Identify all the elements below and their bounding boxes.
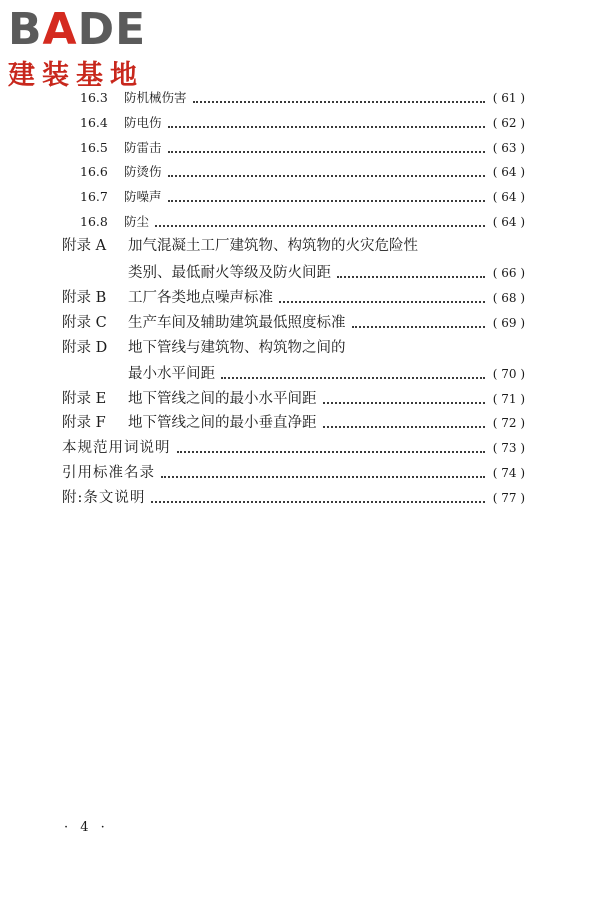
bade-logo: [8, 6, 178, 90]
toc-entry[interactable]: [80, 113, 525, 133]
toc-entry-cited-standards[interactable]: [62, 463, 525, 483]
page-number: ( 64 ): [492, 165, 525, 179]
toc-entry[interactable]: [80, 138, 525, 158]
toc-entry[interactable]: [80, 187, 525, 207]
toc-appendix-c[interactable]: [62, 313, 525, 333]
appendix-label: 附录 C: [62, 315, 107, 331]
section-number: 16.3: [80, 90, 108, 105]
appendix-title-continued: 最小水平间距: [128, 366, 215, 382]
leader-dots: [323, 426, 486, 428]
toc-entry-clause-explanation[interactable]: [62, 488, 525, 508]
leader-dots: [193, 101, 485, 103]
appendix-title: 地下管线与建筑物、构筑物之间的: [128, 340, 346, 356]
entry-title: 本规范用词说明: [62, 440, 171, 456]
page-number: ( 66 ): [492, 266, 525, 280]
toc-entry[interactable]: [80, 88, 525, 108]
appendix-label: 附录 E: [62, 391, 107, 407]
section-number: 16.6: [80, 164, 108, 179]
toc-entry-terms-explanation[interactable]: [62, 438, 525, 458]
leader-dots: [337, 276, 485, 278]
page-number: ( 73 ): [492, 441, 525, 455]
page-number: ( 62 ): [492, 116, 525, 130]
toc-entry[interactable]: [80, 212, 525, 232]
toc-appendix-e[interactable]: [62, 389, 525, 409]
leader-dots: [168, 126, 485, 128]
section-number: 16.7: [80, 189, 108, 204]
leader-dots: [221, 377, 485, 379]
appendix-label: 附录 D: [62, 340, 108, 356]
appendix-label: 附录 A: [62, 238, 107, 254]
page-number: ( 64 ): [492, 190, 525, 204]
section-title: 防电伤: [124, 115, 162, 130]
appendix-title: 工厂各类地点噪声标准: [128, 290, 273, 306]
section-title: 防烫伤: [124, 164, 162, 179]
leader-dots: [168, 200, 485, 202]
entry-title: 引用标准名录: [62, 465, 155, 481]
entry-title: 附:条文说明: [62, 490, 146, 506]
page-number: ( 77 ): [492, 491, 525, 505]
page-number: ( 61 ): [492, 91, 525, 105]
toc-appendix-d-continuation[interactable]: [128, 364, 525, 384]
page-folio: · 4 ·: [64, 820, 109, 835]
appendix-label: 附录 B: [62, 290, 107, 306]
section-number: 16.4: [80, 115, 108, 130]
leader-dots: [151, 501, 485, 503]
leader-dots: [323, 402, 486, 404]
leader-dots: [279, 301, 485, 303]
toc-appendix-d[interactable]: [62, 338, 525, 358]
leader-dots: [352, 326, 486, 328]
page-number: ( 71 ): [492, 392, 525, 406]
toc-entry[interactable]: [80, 162, 525, 182]
logo-wordmark: BADE: [8, 4, 147, 55]
appendix-title: 生产车间及辅助建筑最低照度标准: [128, 315, 346, 331]
leader-dots: [177, 451, 486, 453]
page-number: ( 68 ): [492, 291, 525, 305]
section-title: 防雷击: [124, 140, 162, 155]
section-title: 防尘: [124, 214, 150, 229]
page-number: ( 70 ): [492, 367, 525, 381]
toc-appendix-a-continuation[interactable]: [128, 263, 525, 283]
section-number: 16.8: [80, 214, 108, 229]
section-title: 防噪声: [124, 189, 162, 204]
page-number: ( 64 ): [492, 215, 525, 229]
section-number: 16.5: [80, 140, 108, 155]
toc-appendix-f[interactable]: [62, 413, 525, 433]
page-number: ( 69 ): [492, 316, 525, 330]
leader-dots: [155, 225, 485, 227]
toc-appendix-b[interactable]: [62, 288, 525, 308]
appendix-title: 加气混凝土工厂建筑物、构筑物的火灾危险性: [128, 238, 418, 254]
appendix-title-continued: 类别、最低耐火等级及防火间距: [128, 265, 331, 281]
leader-dots: [168, 175, 485, 177]
appendix-title: 地下管线之间的最小水平间距: [128, 391, 317, 407]
page-number: ( 63 ): [492, 141, 525, 155]
leader-dots: [161, 476, 485, 478]
page-number: ( 72 ): [492, 416, 525, 430]
section-title: 防机械伤害: [124, 90, 187, 105]
leader-dots: [168, 151, 485, 153]
toc-appendix-a[interactable]: [62, 236, 525, 256]
page-number: ( 74 ): [492, 466, 525, 480]
logo-chinese-text: 建装基地: [8, 60, 144, 91]
appendix-title: 地下管线之间的最小垂直净距: [128, 415, 317, 431]
appendix-label: 附录 F: [62, 415, 106, 431]
